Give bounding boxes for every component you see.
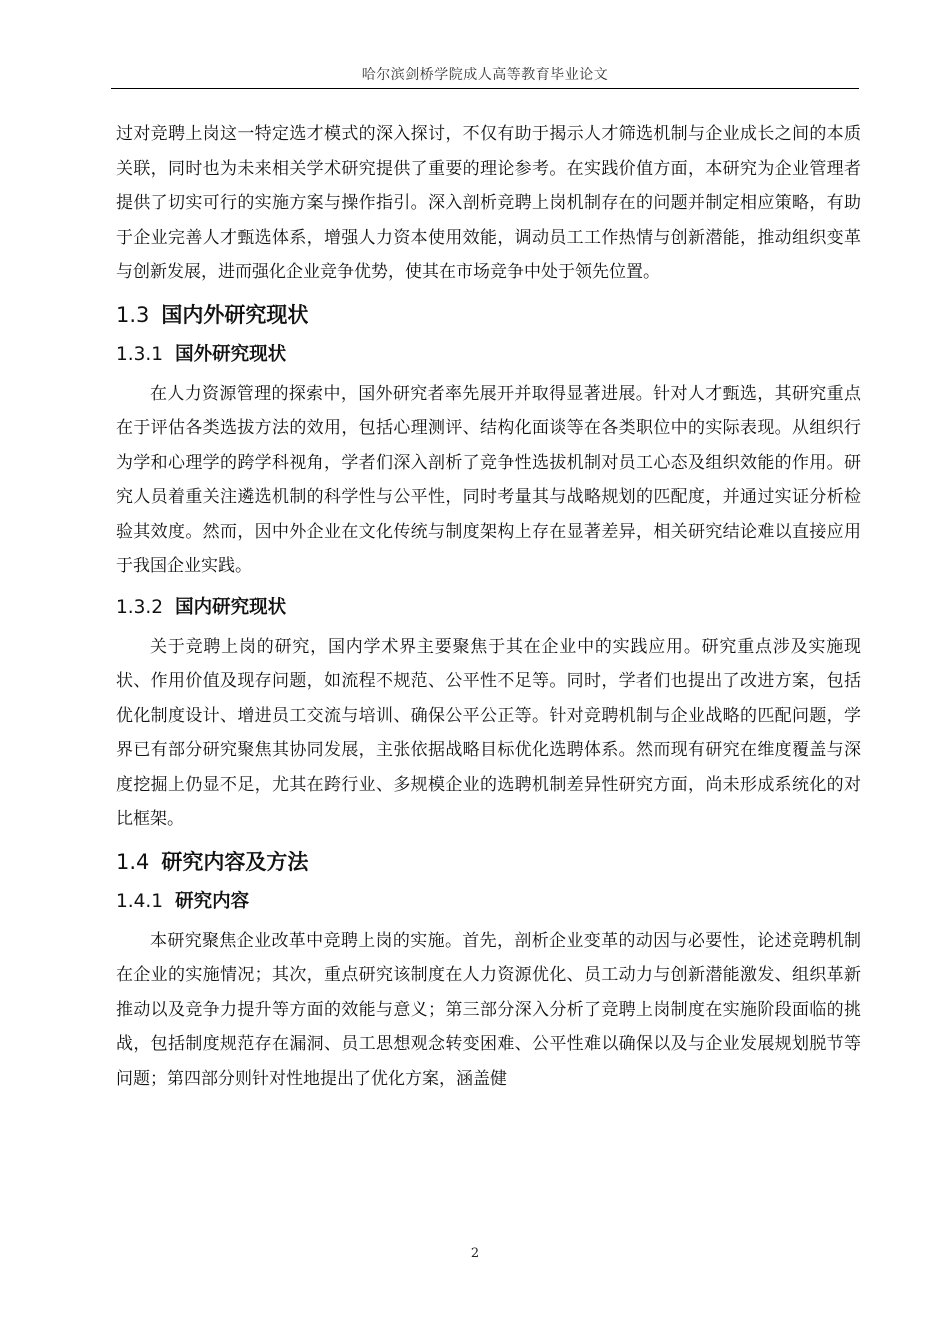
paragraph-research-content: 本研究聚焦企业改革中竞聘上岗的实施。首先，剖析企业变革的动因与必要性，论述竞聘机制在企业的实施情况；其次，重点研究该制度在人力资源优化、员工动力与创新潜能激发、组织革新推动以及竞争力提升等方面的效能与意义；第三部分深入分析了竞聘上岗制度在实施阶段面临的挑战，包括制度规范存在漏洞、员工思想观念转变困难、公平性难以确保以及与企业发展规划脱节等问题；第四部分则针对性地提出了优化方案，涵盖健: [116, 930, 861, 1089]
subsection-number: 1.3.2: [116, 596, 164, 618]
subsection-heading-1-3-1: [116, 341, 861, 369]
section-heading-1-3: [116, 300, 861, 330]
section-number: 1.4: [116, 849, 150, 874]
subsection-title: 研究内容: [175, 890, 250, 912]
subsection-number: 1.3.1: [116, 343, 164, 365]
body-content: [116, 117, 861, 1096]
subsection-number: 1.4.1: [116, 890, 164, 912]
paragraph-domestic-research: 关于竞聘上岗的研究，国内学术界主要聚焦于其在企业中的实践应用。研究重点涉及实施现状、作用价值及现存问题，如流程不规范、公平性不足等。同时，学者们也提出了改进方案，包括优化制度设计、增进员工交流与培训、确保公平公正等。针对竞聘机制与企业战略的匹配问题，学界已有部分研究聚焦其协同发展，主张依据战略目标优化选聘体系。然而现有研究在维度覆盖与深度挖掘上仍显不足，尤其在跨行业、多规模企业的选聘机制差异性研究方面，尚未形成系统化的对比框架。: [116, 636, 861, 829]
paragraph-continuation: 过对竞聘上岗这一特定选才模式的深入探讨，不仅有助于揭示人才筛选机制与企业成长之间的本质关联，同时也为未来相关学术研究提供了重要的理论参考。在实践价值方面，本研究为企业管理者提供了切实可行的实施方案与操作指引。深入剖析竞聘上岗机制存在的问题并制定相应策略，有助于企业完善人才甄选体系，增强人力资本使用效能，调动员工工作热情与创新潜能，推动组织变革与创新发展，进而强化企业竞争优势，使其在市场竞争中处于领先位置。: [116, 124, 861, 282]
subsection-title: 国内研究现状: [175, 596, 287, 618]
section-title: 研究内容及方法: [161, 849, 309, 874]
section-heading-1-4: [116, 847, 861, 877]
section-title: 国内外研究现状: [161, 302, 309, 327]
paragraph-foreign-research: 在人力资源管理的探索中，国外研究者率先展开并取得显著进展。针对人才甄选，其研究重点在于评估各类选拔方法的效用，包括心理测评、结构化面谈等在各类职位中的实际表现。从组织行为学和心理学的跨学科视角，学者们深入剖析了竞争性选拔机制对员工心态及组织效能的作用。研究人员着重关注遴选机制的科学性与公平性，同时考量其与战略规划的匹配度，并通过实证分析检验其效度。然而，因中外企业在文化传统与制度架构上存在显著差异，相关研究结论难以直接应用于我国企业实践。: [116, 383, 861, 576]
header-rule: [111, 88, 859, 89]
subsection-title: 国外研究现状: [175, 343, 287, 365]
section-number: 1.3: [116, 302, 150, 327]
page-number: 2: [470, 1246, 480, 1261]
running-header: 哈尔滨剑桥学院成人高等教育毕业论文: [361, 67, 609, 83]
subsection-heading-1-4-1: [116, 888, 861, 916]
subsection-heading-1-3-2: [116, 594, 861, 622]
